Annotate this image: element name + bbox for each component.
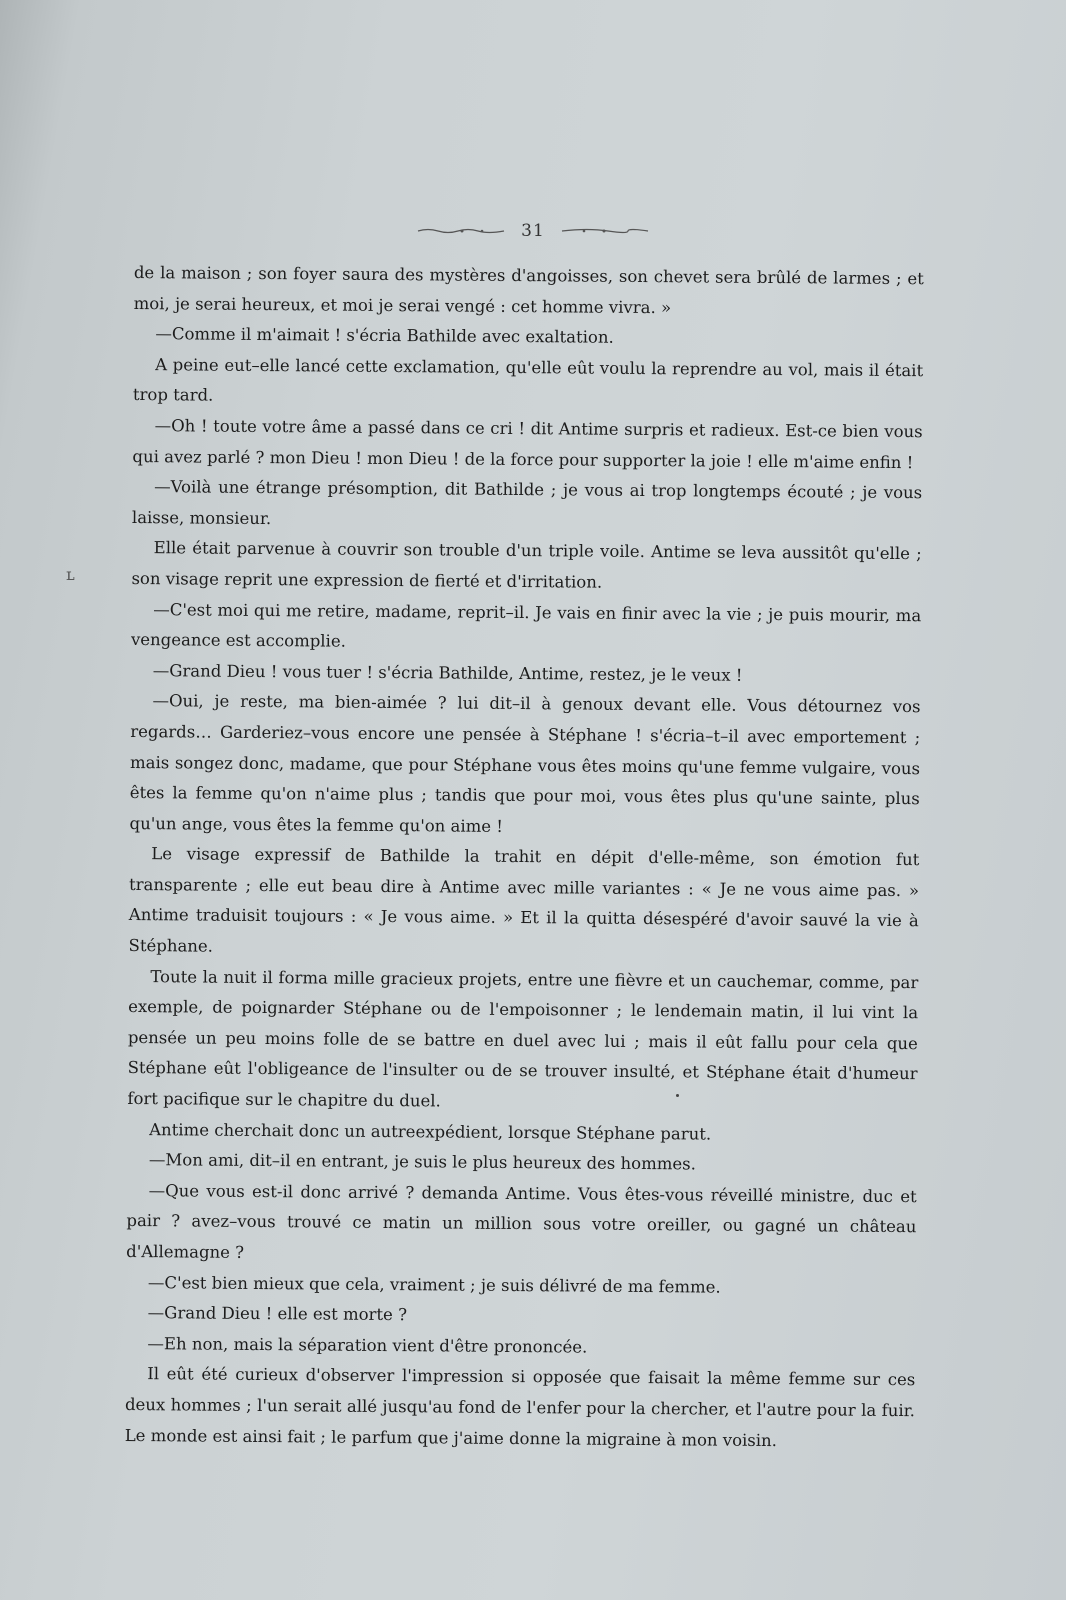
paragraph: —C'est moi qui me retire, madame, reprit–il. Je vais en finir avec la vie ; je puis mourir, ma vengeance est accomplie. — [130, 599, 922, 651]
paragraph: Il eût été curieux d'observer l'impression si opposée que faisait la même femme sur ces deux hommes ; l'un serait allé jusqu'au fond de l'enfer pour la chercher, et l'autre pour la fuir. Le monde est ainsi fait ; le parfum que j'aime donne la migraine à mon voisin. — [124, 1364, 916, 1450]
ink-speck — [676, 1094, 679, 1097]
paragraph: —Grand Dieu ! vous tuer ! s'écria Bathilde, Antime, restez, je le veux ! — [152, 660, 743, 685]
paragraph: —Comme il m'aimait ! s'écria Bathilde avec exaltation. — [155, 324, 614, 347]
paragraph: —Mon ami, dit–il en entrant, je suis le plus heureux des hommes. — [148, 1150, 696, 1174]
paragraph: de la maison ; son foyer saura des mystères d'angoisses, son chevet sera brûlé de larmes ; et moi, je serai heureux, et moi je serai vengé : cet homme vivra. » — [133, 262, 924, 317]
paragraph: —Oui, je reste, ma bien-aimée ? lui dit–il à genoux devant elle. Vous détournez vos regards… Garderiez–vous encore une pensée à Stéphane ! s'écria–t–il avec emportement ; mais songez donc, madame, que pour Stéphane vous êtes moins qu'une femme vulgaire, vous êtes la femme qu'on n'aime plus ; tandis que pour moi, vous êtes plus qu'une sainte, plus qu'un ange, vous êtes la femme qu'on aime ! — [129, 691, 921, 836]
paragraph: A peine eut–elle lancé cette exclamation, qu'elle eût voulu la reprendre au vol, mais il était trop tard. — [132, 354, 924, 406]
paragraph: —Que vous est-il donc arrivé ? demanda Antime. Vous êtes-vous réveillé ministre, duc et pair ? avez–vous trouvé ce matin un million sous votre oreiller, ou gagné un château d'Allemagne ? — [126, 1180, 917, 1262]
page-header — [0, 220, 1066, 241]
paragraph: —Grand Dieu ! elle est morte ? — [147, 1303, 408, 1325]
paragraph: —C'est bien mieux que cela, vraiment ; je suis délivré de ma femme. — [147, 1272, 721, 1297]
paragraph: Antime cherchait donc un autreexpédient, lorsque Stéphane parut. — [149, 1119, 712, 1144]
margin-mark: ʟ — [66, 565, 75, 584]
left-ornament-icon — [416, 227, 506, 235]
paragraph: Toute la nuit il forma mille gracieux projets, entre une fièvre et un cauchemar, comme, par exemple, de poignarder Stéphane ou de l'empoisonner ; le lendemain matin, il lui vint la pensée un peu moins folle de se battre en duel avec lui ; mais il eût fallu pour cela que Stéphane eût l'obligeance de l'insulter ou de se trouver insulté, et Stéphane était d'humeur fort pacifique sur le chapitre du duel. — [127, 966, 919, 1111]
body-text — [125, 258, 924, 1457]
paragraph: Elle était parvenue à couvrir son trouble d'un triple voile. Antime se leva aussitôt qu'elle ; son visage reprit une expression de fierté et d'irritation. — [131, 538, 922, 592]
paragraph: Le visage expressif de Bathilde la trahit en dépit d'elle-même, son émotion fut transparente ; elle eut beau dire à Antime avec mille variantes : « Je ne vous aime pas. » Antime traduisit toujours : « Je vous aime. » Et il la quitta désespéré d'avoir sauvé la vie à Stéphane. — [128, 844, 920, 956]
page-number: 31 — [521, 220, 545, 241]
paragraph: —Voilà une étrange présomption, dit Bathilde ; je vous ai trop longtemps écouté ; je vous laisse, monsieur. — [131, 477, 923, 528]
paragraph: —Oh ! toute votre âme a passé dans ce cri ! dit Antime surpris et radieux. Est-ce bien vous qui avez parlé ? mon Dieu ! mon Dieu ! de la force pour supporter la joie ! elle m'aime enfin ! — [132, 416, 923, 472]
right-ornament-icon — [560, 227, 650, 235]
paragraph: —Eh non, mais la séparation vient d'être prononcée. — [147, 1333, 588, 1357]
